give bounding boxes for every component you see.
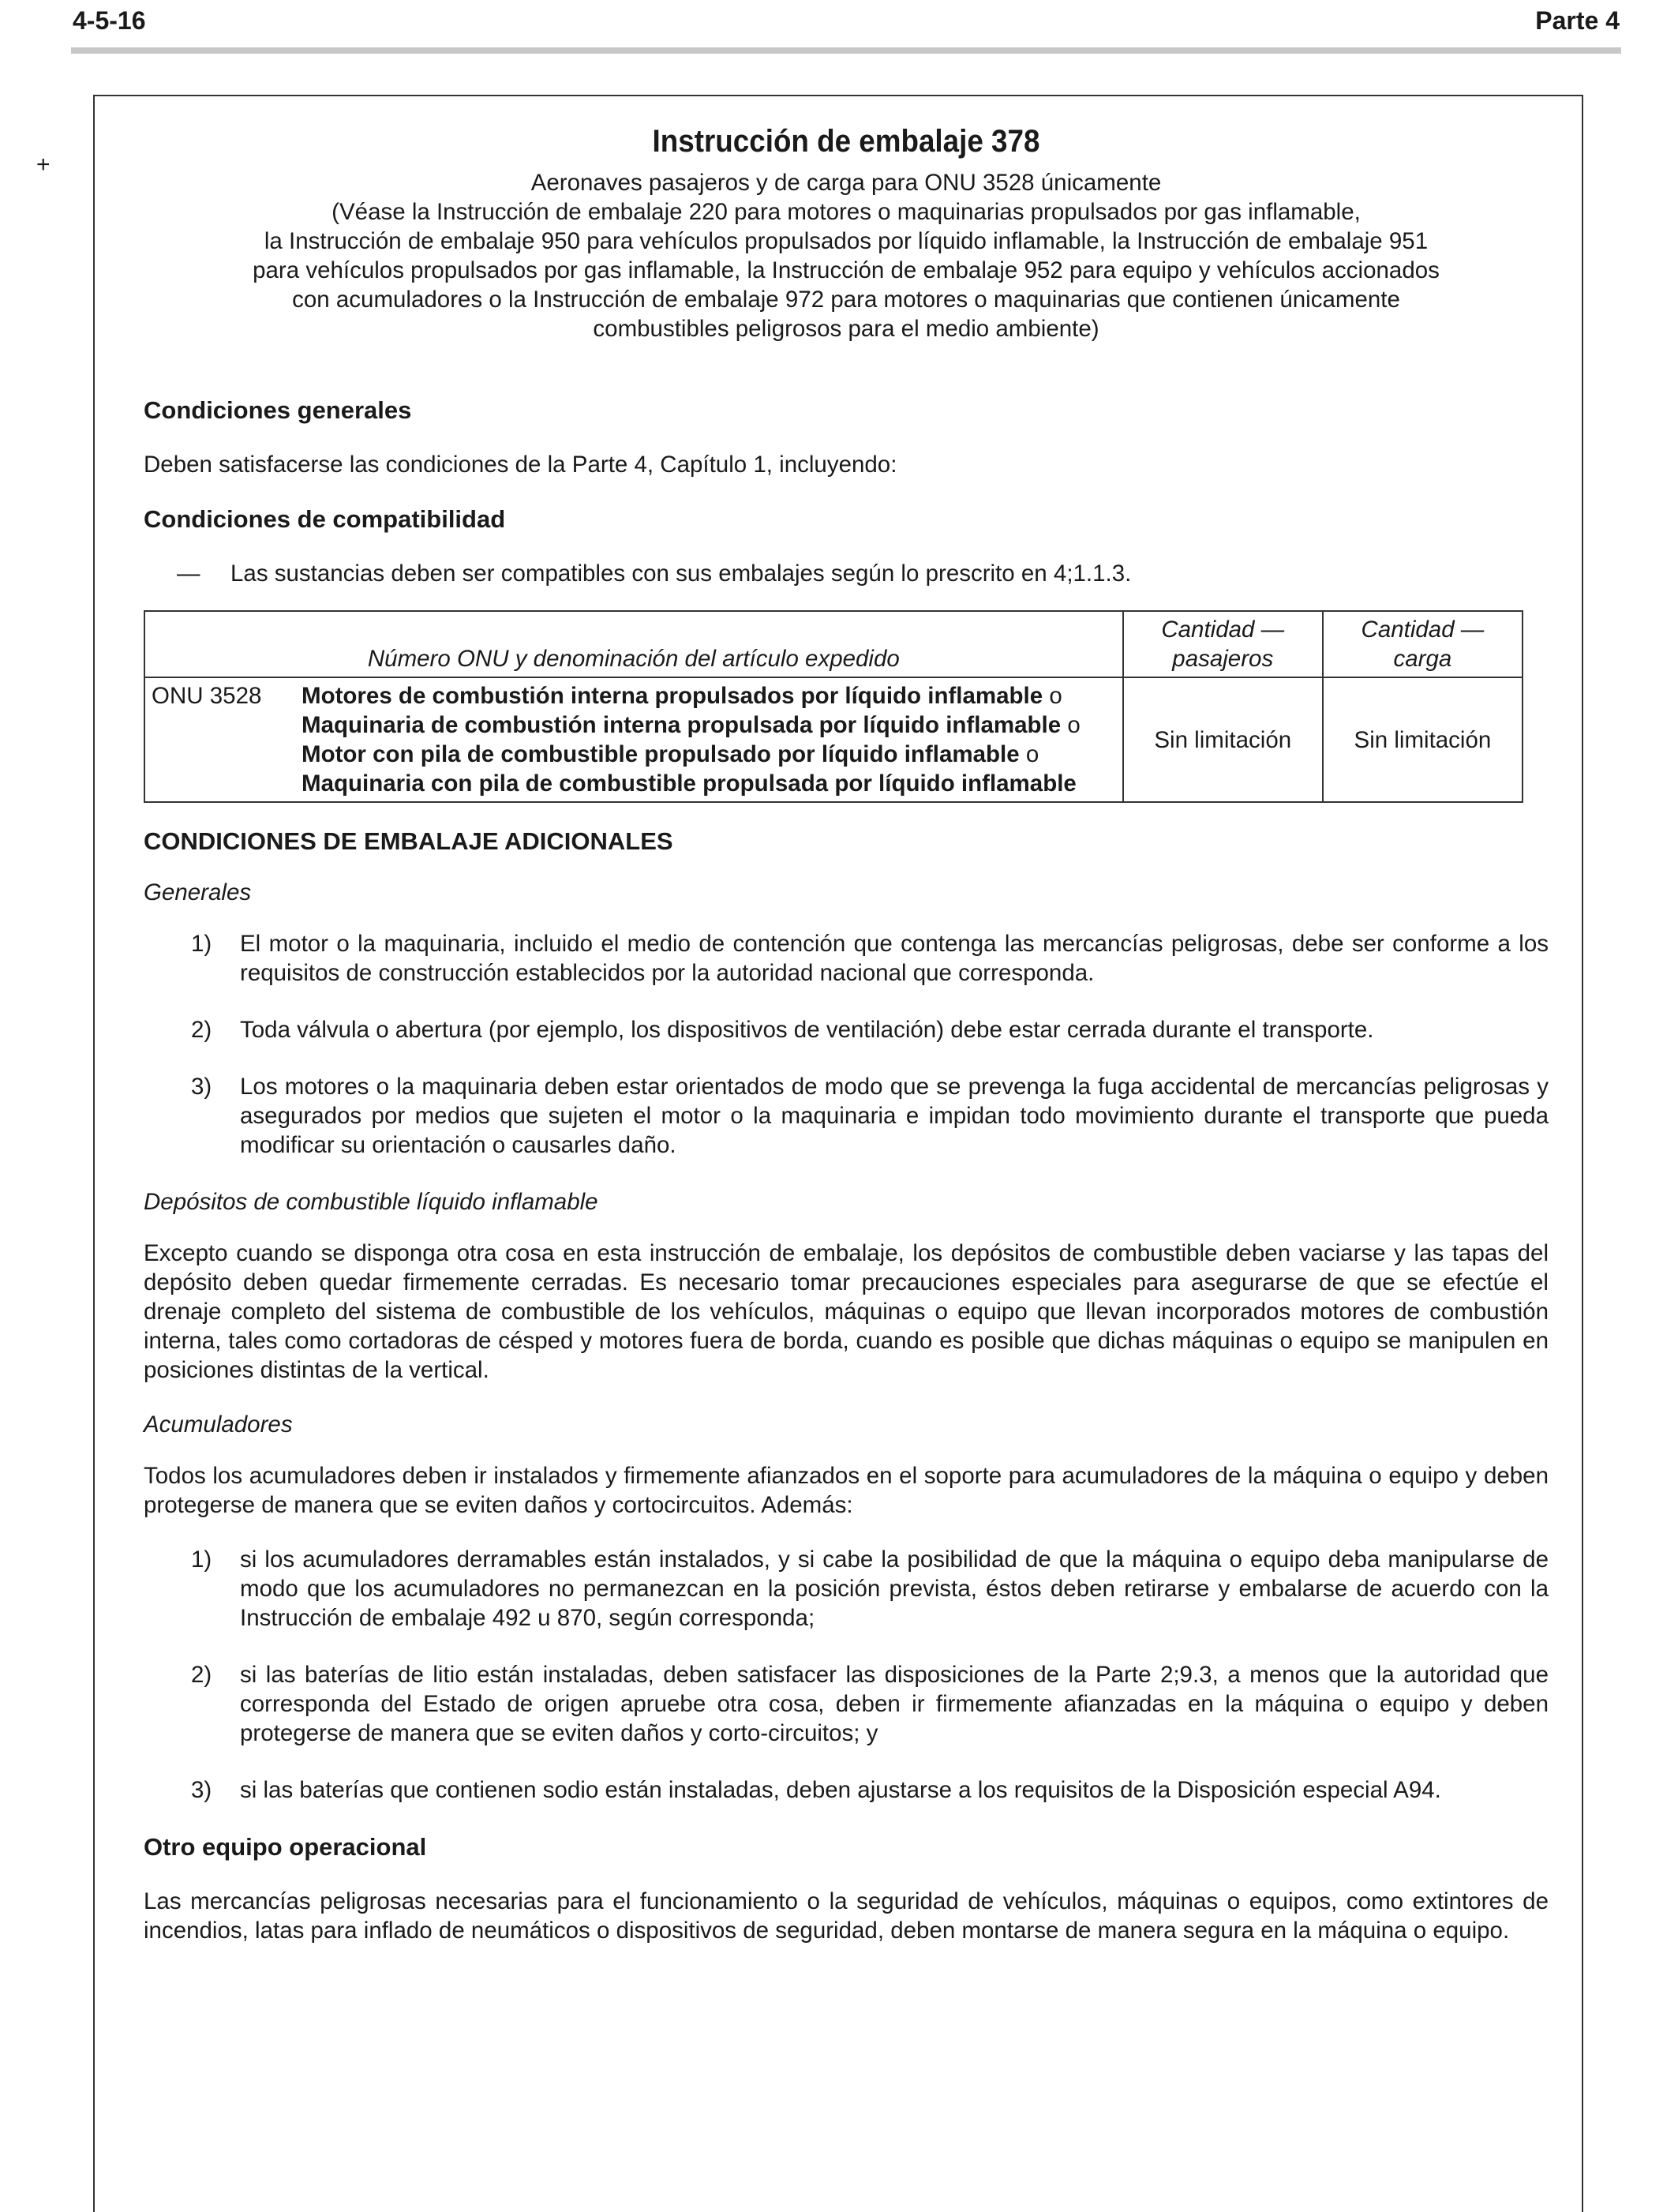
subtitle-block [144,168,1549,343]
header-passenger: Cantidad — pasajeros [1123,611,1323,677]
item-number: 2) [191,1662,212,1688]
cell-passenger: Sin limitación [1123,677,1323,802]
page-number: 4-5-16 [73,6,146,35]
document-body [144,122,1549,1945]
list-item [144,1015,1549,1044]
depositos-text: Excepto cuando se disponga otra cosa en esta instrucción de embalaje, los depósitos de combustible deben vaciarse y las tapas del depósito deben quedar firmemente cerradas. Es necesario tomar precauciones especiales para asegurarse de que se efectúe el drenaje completo del sistema de combustible de los vehículos, máquinas o equipo que llevan incorporados motores de combustión interna, tales como cortadoras de césped y motores fuera de borda, cuando es posible que dichas máquinas o equipo se manipulen en posiciones distintas de la vertical. [144,1240,1549,1383]
cell-description [144,677,1123,802]
table-row [144,677,1523,802]
margin-mark: + [36,152,51,178]
compat-item [144,559,1549,588]
general-conditions-text: Deben satisfacerse las condiciones de la Parte 4, Capítulo 1, incluyendo: [144,452,897,478]
page-header [73,6,1620,41]
subtitle-line: para vehículos propulsados por gas inflamable, la Instrucción de embalaje 952 para equipo y vehículos accionados [253,257,1440,283]
additional-conditions-heading: CONDICIONES DE EMBALAJE ADICIONALES [144,827,673,855]
depositos-heading: Depósitos de combustible líquido inflamable [144,1189,598,1215]
header-cargo: Cantidad — carga [1323,611,1523,677]
general-conditions-heading: Condiciones generales [144,396,412,424]
acumuladores-heading: Acumuladores [144,1412,293,1438]
name-connector: o [1025,741,1039,767]
subtitle-line: (Véase la Instrucción de embalaje 220 para motores o maquinarias propulsados por gas inflamable, [331,199,1361,225]
subtitle-line: Aeronaves pasajeros y de carga para ONU 3528 únicamente [530,170,1162,196]
item-text: si los acumuladores derramables están instalados, y si cabe la posibilidad de que la máquina o equipo deba manipularse de modo que los acumuladores no permanezcan en la posición prevista, éstos deben retirarse y embalarse de acuerdo con la Instrucción de embalaje 492 u 870, según corresponda; [240,1547,1549,1631]
item-number: 1) [191,1547,212,1573]
header-rule [71,47,1621,54]
name-connector: o [1049,683,1062,709]
list-item [144,929,1549,988]
subtitle-line: la Instrucción de embalaje 950 para vehículos propulsados por líquido inflamable, la Instrucción de embalaje 951 [264,228,1429,254]
cell-cargo: Sin limitación [1323,677,1523,802]
name-part: Motores de combustión interna propulsados por líquido inflamable [302,683,1043,709]
compat-conditions-heading: Condiciones de compatibilidad [144,505,506,533]
compat-item-text: Las sustancias deben ser compatibles con sus embalajes según lo prescrito en 4;1.1.3. [230,560,1132,587]
un-number: ONU 3528 [152,683,262,709]
dash-mark: — [177,560,200,587]
subtitle-line: con acumuladores o la Instrucción de embalaje 972 para motores o maquinarias que contienen únicamente [292,287,1400,313]
list-item [144,1660,1549,1748]
page-title: Instrucción de embalaje 378 [652,124,1040,159]
otro-equipo-heading: Otro equipo operacional [144,1833,427,1861]
part-label: Parte 4 [1535,6,1620,35]
proper-shipping-name [302,683,1081,797]
header-name: Número ONU y denominación del artículo expedido [144,611,1123,677]
item-text: si las baterías de litio están instaladas, deben satisfacer las disposiciones de la Parte 2;9.3, a menos que la autoridad que corresponda del Estado de origen apruebe otra cosa, deben ir firmemente afianzadas en la máquina o equipo y deben protegerse de manera que se eviten daños y corto-circuitos; y [240,1662,1549,1746]
name-part: Maquinaria de combustión interna propulsada por líquido inflamable [302,712,1062,738]
table-header-row [144,611,1523,677]
list-item [144,1545,1549,1633]
otro-equipo-text: Las mercancías peligrosas necesarias para el funcionamiento o la seguridad de vehículos, máquinas o equipos, como extintores de incendios, latas para inflado de neumáticos o dispositivos de seguridad, deben montarse de manera segura en la máquina o equipo. [144,1888,1549,1944]
item-number: 3) [191,1074,212,1100]
item-number: 2) [191,1017,212,1043]
item-number: 3) [191,1777,212,1803]
list-item [144,1775,1549,1805]
item-text: Los motores o la maquinaria deben estar orientados de modo que se prevenga la fuga accidental de mercancías peligrosas y asegurados por medios que sujeten el motor o la maquinaria e impidan todo movimiento durante el transporte que pueda modificar su orientación o causarles daño. [240,1074,1549,1158]
list-item [144,1072,1549,1160]
un-table [144,610,1523,803]
generales-heading: Generales [144,879,252,905]
item-text: Toda válvula o abertura (por ejemplo, los dispositivos de ventilación) debe estar cerrada durante el transporte. [240,1017,1374,1043]
name-connector: o [1067,712,1081,738]
item-text: si las baterías que contienen sodio están instaladas, deben ajustarse a los requisitos de la Disposición especial A94. [240,1777,1441,1803]
name-part: Motor con pila de combustible propulsado por líquido inflamable [302,741,1020,767]
item-text: El motor o la maquinaria, incluido el medio de contención que contenga las mercancías peligrosas, debe ser conforme a los requisitos de construcción establecidos por la autoridad nacional que corresponda. [240,931,1549,986]
name-part: Maquinaria con pila de combustible propulsada por líquido inflamable [302,770,1077,797]
acumuladores-text: Todos los acumuladores deben ir instalados y firmemente afianzados en el soporte para acumuladores de la máquina o equipo y deben protegerse de manera que se eviten daños y cortocircuitos. Además: [144,1463,1549,1518]
subtitle-line: combustibles peligrosos para el medio ambiente) [593,316,1099,342]
item-number: 1) [191,931,212,957]
